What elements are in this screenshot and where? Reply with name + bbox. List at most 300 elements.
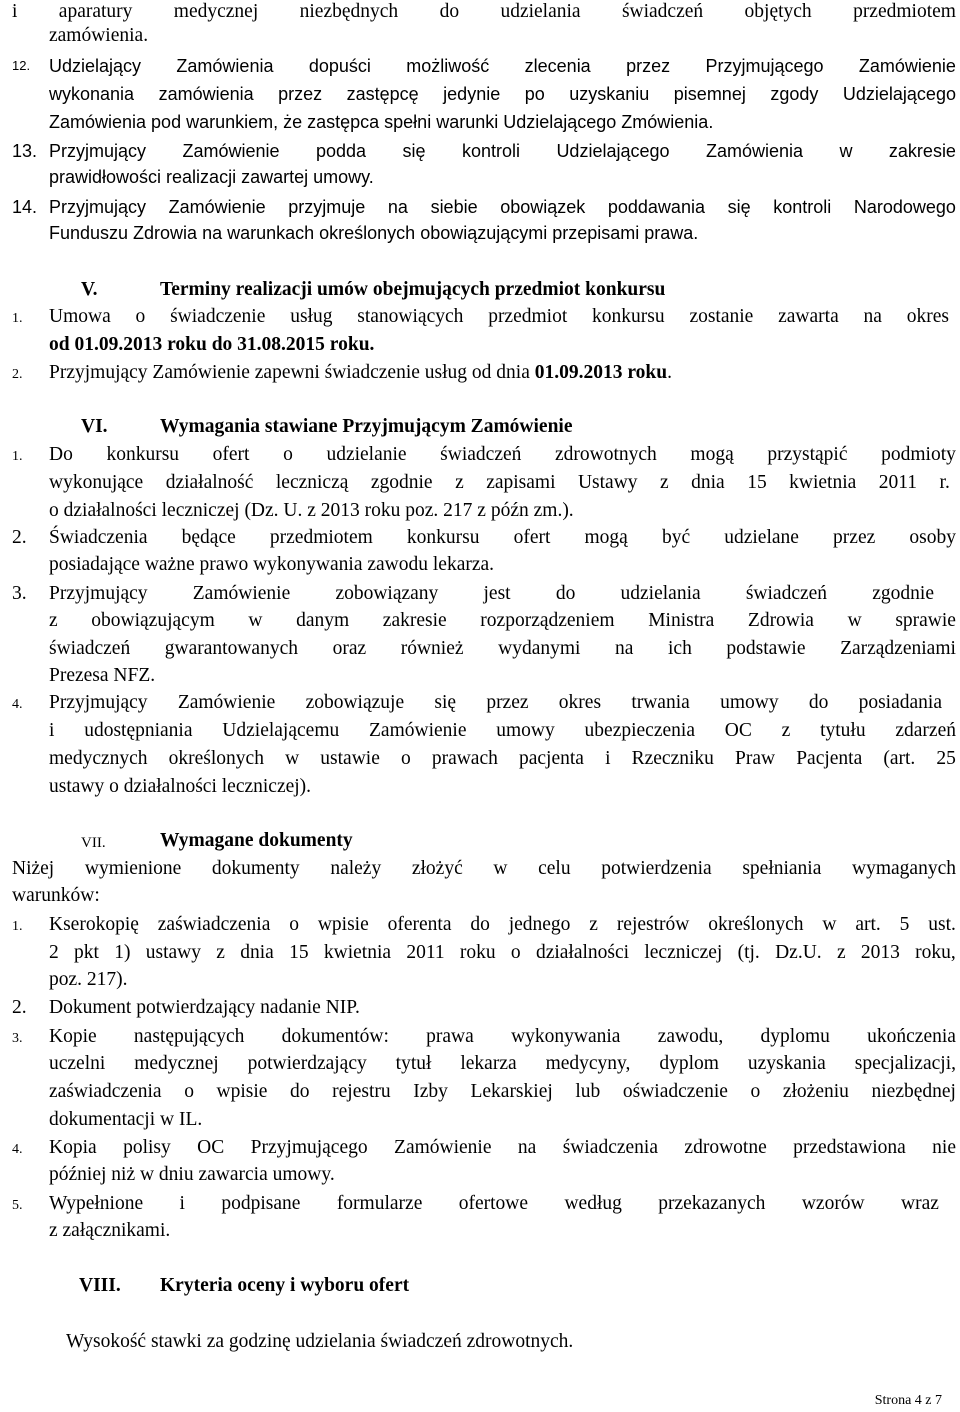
word: konkursu [106, 444, 180, 465]
word: wykonujące [49, 472, 144, 493]
word: złożeniu [782, 1081, 849, 1102]
word: zgody [770, 84, 819, 104]
text-line: Zamówienia pod warunkiem, że zastępca spełni warunki Udzielającego Zmówienia. [49, 112, 714, 132]
word: i [49, 720, 55, 741]
word: działalności [535, 942, 630, 963]
word: 25 [936, 748, 956, 769]
word: Umowa [49, 306, 111, 327]
list-number: 2. [12, 527, 27, 548]
word: zgodnie [872, 583, 934, 604]
word: ustawie [320, 748, 380, 769]
word: 2013 [860, 942, 900, 963]
word: umowy [496, 720, 555, 741]
word: dyplom [659, 1053, 719, 1074]
word: Lekarskiej [470, 1081, 553, 1102]
word: przekazanych [658, 1193, 766, 1214]
word: podmioty [881, 444, 956, 465]
word: roku, [915, 942, 956, 963]
word: rozporządzeniem [480, 610, 615, 631]
word: podda [315, 141, 367, 161]
word: podpisane [221, 1193, 301, 1214]
word: następujących [133, 1026, 245, 1047]
word: przedmiotem [853, 1, 956, 22]
section-number: V. [81, 279, 98, 300]
list-number: 12. [12, 58, 31, 73]
word: Udzielającego [842, 84, 956, 104]
word: Przyjmującego [250, 1137, 368, 1158]
word: Udzielającemu [222, 720, 340, 741]
word: wymienione [84, 858, 182, 879]
word: rejestrów [616, 914, 690, 935]
word: udzielania [620, 583, 701, 604]
word: nie [932, 1137, 956, 1158]
word: Przyjmującego [705, 56, 824, 76]
text-line [49, 635, 956, 663]
word: tytułu [820, 720, 866, 741]
text-line: prawidłowości realizacji zawartej umowy. [49, 167, 374, 187]
word: należy [330, 858, 382, 879]
word: tytuł [395, 1053, 432, 1074]
word: pisemnej [673, 84, 746, 104]
word: mogą [584, 527, 628, 548]
text-line [49, 607, 956, 635]
text-line: posiadające ważne prawo wykonywania zawodu lekarza. [49, 554, 495, 575]
list-number: 2. [12, 367, 23, 382]
word: oferenta [387, 914, 452, 935]
word: się [727, 197, 751, 217]
text-line: ustawy o działalności leczniczej). [49, 776, 312, 797]
word: i [12, 1, 18, 22]
word: zlecenia [524, 56, 591, 76]
word: wraz [901, 1193, 939, 1214]
word: z [589, 914, 598, 935]
word: do [555, 583, 576, 604]
word: działalność [165, 472, 254, 493]
word: niezbędnych [299, 1, 399, 22]
text-line [49, 717, 956, 745]
word: danym [296, 610, 350, 631]
word: uzyskaniu [569, 84, 650, 104]
word: przez [278, 84, 323, 104]
section-number: VIII. [79, 1275, 121, 1296]
word: świadczenia [562, 1137, 659, 1158]
word: przystąpić [767, 444, 848, 465]
text-line [12, 855, 956, 883]
list-number: 4. [12, 697, 23, 712]
word: przez [626, 56, 671, 76]
word: wpisie [317, 914, 369, 935]
list-number: 2. [12, 997, 27, 1018]
word: z [836, 942, 846, 963]
word: dokumentów: [281, 1026, 389, 1047]
word: 2 [49, 942, 59, 963]
word: Przyjmujący [49, 583, 148, 604]
word: wydanymi [498, 638, 581, 659]
text-line [49, 745, 956, 773]
word: Świadczenia [49, 527, 148, 548]
list-number: 4. [12, 1142, 23, 1157]
word: na [517, 1137, 537, 1158]
word: Zamówienie [182, 141, 280, 161]
word: Kserokopię [49, 914, 139, 935]
text-line [49, 1023, 956, 1051]
word: do [439, 1, 460, 22]
word: zdrowotne [684, 1137, 767, 1158]
word: oświadczenie [622, 1081, 728, 1102]
word: Przyjmujący [49, 692, 148, 713]
word: konkursu [592, 306, 665, 327]
word: 5 [899, 914, 910, 935]
word: Izby [413, 1081, 448, 1102]
word: przyjmuje [288, 197, 366, 217]
word: ust. [928, 914, 956, 935]
word: zakresie [888, 141, 956, 161]
word: według [564, 1193, 622, 1214]
word: mogą [690, 444, 734, 465]
word: Zamówienie [369, 720, 467, 741]
word: ofertowe [458, 1193, 529, 1214]
word: zaświadczenia [49, 1081, 162, 1102]
word: jedynie [443, 84, 501, 104]
word: lub [575, 1081, 601, 1102]
list-number: 3. [12, 583, 27, 604]
word: ukończenia [867, 1026, 956, 1047]
word: przez [833, 527, 876, 548]
word: OC [197, 1137, 225, 1158]
word: wpisie [216, 1081, 268, 1102]
word: trwania [631, 692, 690, 713]
word: przez [486, 692, 529, 713]
word: sprawie [895, 610, 956, 631]
word: Ustawy [577, 472, 638, 493]
text-line [49, 911, 956, 939]
word: Udzielającego [556, 141, 670, 161]
word: aparatury [58, 1, 133, 22]
section-heading: Terminy realizacji umów obejmujących przedmiot konkursu [160, 279, 666, 300]
word: wzorów [801, 1193, 865, 1214]
word: wykonywania [511, 1026, 621, 1047]
word: wykonania [49, 84, 135, 104]
word: do [290, 1081, 310, 1102]
word: Kopie [49, 1026, 97, 1047]
word: kwietnia [323, 942, 392, 963]
text-line: dokumentacji w IL. [49, 1109, 203, 1130]
text-segment: . [667, 362, 672, 383]
word: określonych [168, 748, 264, 769]
word: Zamówienie [858, 56, 956, 76]
word: po [524, 84, 545, 104]
word: (tj. [737, 942, 760, 963]
word: ofert [513, 527, 551, 548]
word: w [822, 914, 837, 935]
word: spełniania [742, 858, 822, 879]
word: o [184, 1081, 194, 1102]
word: z [660, 472, 669, 493]
list-number: 13. [12, 141, 38, 161]
word: Do [49, 444, 73, 465]
word: zgodnie [370, 472, 433, 493]
word: medycznej [173, 1, 259, 22]
word: świadczenie [170, 306, 266, 327]
word: z [49, 610, 58, 631]
word: w [847, 610, 862, 631]
word: i [605, 748, 611, 769]
word: zaświadczenia [157, 914, 271, 935]
text-line [49, 441, 956, 469]
word: udzielanie [326, 444, 407, 465]
text-line: zamówienia. [49, 25, 149, 46]
word: poddawania [607, 197, 705, 217]
word: roku [459, 942, 496, 963]
word: osoby [909, 527, 956, 548]
word: pacjenta [518, 748, 584, 769]
word: Praw [735, 748, 776, 769]
word: świadczeń [621, 1, 704, 22]
text-line [49, 580, 934, 608]
page-number: Strona 4 z 7 [874, 1393, 942, 1408]
word: Zamówienie [168, 197, 266, 217]
word: Wypełnione [49, 1193, 144, 1214]
word: zakresie [382, 610, 447, 631]
word: zamówienia [158, 84, 254, 104]
list-number: 1. [12, 449, 23, 464]
word: z [455, 472, 464, 493]
word: Zdrowia [747, 610, 814, 631]
word: zapisami [486, 472, 556, 493]
text-line [49, 359, 672, 387]
word: o [510, 942, 521, 963]
word: zawodu, [657, 1026, 724, 1047]
word: zobowiązany [335, 583, 439, 604]
word: przedmiot [488, 306, 568, 327]
word: r. [939, 472, 950, 493]
list-number: 5. [12, 1198, 23, 1213]
list-number: 1. [12, 919, 23, 934]
text-line [12, 0, 956, 26]
word: przedstawiona [793, 1137, 906, 1158]
word: prawa [426, 1026, 474, 1047]
word: specjalizacji, [854, 1053, 956, 1074]
text-line: od 01.09.2013 roku do 31.08.2015 roku. [49, 334, 375, 355]
word: 2011 [878, 472, 918, 493]
section-number: VI. [81, 416, 108, 437]
word: 2011 [406, 942, 445, 963]
word: Zamówienie [394, 1137, 492, 1158]
word: Pacjenta [796, 748, 863, 769]
word: oraz [332, 638, 367, 659]
list-number: 3. [12, 1031, 23, 1046]
list-number: 1. [12, 311, 23, 326]
word: również [400, 638, 464, 659]
word: 1) [114, 942, 131, 963]
word: Ministra [648, 610, 715, 631]
word: ofert [212, 444, 250, 465]
word: niezbędnej [871, 1081, 956, 1102]
section-heading: Wymagania stawiane Przyjmującym Zamówienie [160, 416, 573, 437]
word: celu [538, 858, 571, 879]
word: art. [855, 914, 881, 935]
word: na [387, 197, 408, 217]
word: dnia [691, 472, 725, 493]
word: ustawy [145, 942, 202, 963]
word: kontroli [461, 141, 520, 161]
word: udzielania [500, 1, 581, 22]
word: udostępniania [84, 720, 193, 741]
word: OC [724, 720, 752, 741]
word: w [285, 748, 300, 769]
word: przedmiotem [269, 527, 373, 548]
word: (art. [883, 748, 916, 769]
text-line [49, 52, 956, 80]
word: lekarza [460, 1053, 517, 1074]
word: o [750, 1081, 761, 1102]
word: będące [181, 527, 236, 548]
word: udzielane [724, 527, 799, 548]
text-line: o działalności leczniczej (Dz. U. z 2013 roku poz. 217 z późn zm.). [49, 500, 574, 521]
word: medycznych [49, 748, 148, 769]
word: świadczeń [440, 444, 522, 465]
word: zobowiązuje [305, 692, 405, 713]
text-line [49, 1050, 956, 1078]
word: stanowiących [357, 306, 464, 327]
word: dokumenty [211, 858, 300, 879]
word: siebie [430, 197, 478, 217]
text-line: Prezesa NFZ. [49, 665, 156, 686]
text-line [49, 137, 956, 165]
word: określonych [708, 914, 804, 935]
word: wymaganych [852, 858, 956, 879]
word: dnia [240, 942, 274, 963]
word: medycznej [134, 1053, 219, 1074]
word: Rzeczniku [631, 748, 714, 769]
word: leczniczą [275, 472, 349, 493]
text-line [49, 524, 956, 552]
word: Narodowego [853, 197, 956, 217]
word: Zamówienie [192, 583, 291, 604]
word: zdrowotnych [555, 444, 657, 465]
word: Dz.U. [775, 942, 822, 963]
word: o [400, 748, 411, 769]
word: na [863, 306, 882, 327]
word: do [470, 914, 490, 935]
section-heading: Kryteria oceny i wyboru ofert [160, 1275, 410, 1296]
word: prawach [431, 748, 498, 769]
word: o [283, 444, 293, 465]
text-line [49, 303, 949, 331]
text-line [49, 1078, 956, 1106]
word: okres [906, 306, 949, 327]
word: potwierdzający [247, 1053, 367, 1074]
word: Przyjmujący [49, 197, 147, 217]
word: świadczeń [745, 583, 828, 604]
section-heading: Wymagane dokumenty [160, 830, 353, 851]
word: ubezpieczenia [584, 720, 695, 741]
date-value: 01.09.2013 roku [534, 362, 668, 383]
text-line: z załącznikami. [49, 1220, 171, 1241]
word: być [661, 527, 691, 548]
list-number: 14. [12, 197, 38, 217]
word: objętych [744, 1, 812, 22]
word: konkursu [406, 527, 480, 548]
word: pkt [74, 942, 99, 963]
word: rejestru [332, 1081, 391, 1102]
text-line: Dokument potwierdzający nadanie NIP. [49, 997, 360, 1018]
word: Udzielający [49, 56, 142, 76]
word: formularze [336, 1193, 423, 1214]
word: Zamówienia [705, 141, 804, 161]
word: 15 [289, 942, 309, 963]
word: zostanie [689, 306, 754, 327]
word: polisy [123, 1137, 171, 1158]
word: w [493, 858, 508, 879]
text-line [49, 193, 956, 221]
word: świadczeń [49, 638, 131, 659]
text-line: warunków: [12, 885, 100, 906]
word: możliwość [406, 56, 490, 76]
text-line: Wysokość stawki za godzinę udzielania świadczeń zdrowotnych. [66, 1331, 574, 1352]
text-line: poz. 217). [49, 969, 128, 990]
word: jednego [508, 914, 571, 935]
word: uzyskania [747, 1053, 826, 1074]
word: Zamówienie [177, 692, 276, 713]
word: Kopia [49, 1137, 97, 1158]
word: na [615, 638, 634, 659]
word: się [402, 141, 426, 161]
word: o [135, 306, 146, 327]
text-line [49, 1134, 956, 1162]
word: obowiązującym [91, 610, 215, 631]
word: złożyć [411, 858, 463, 879]
section-number: VII. [81, 835, 106, 851]
text-line [49, 689, 942, 717]
word: Zamówienia [176, 56, 274, 76]
word: i [179, 1193, 185, 1214]
word: podstawie [726, 638, 806, 659]
word: ich [668, 638, 692, 659]
word: jest [483, 583, 511, 604]
word: zastępcę [346, 84, 419, 104]
word: się [434, 692, 457, 713]
text-line [49, 469, 950, 497]
word: z [781, 720, 791, 741]
word: kwietnia [789, 472, 857, 493]
word: okres [558, 692, 602, 713]
word: uczelni [49, 1053, 106, 1074]
text-line [49, 80, 956, 108]
word: umowy [720, 692, 779, 713]
word: kontroli [773, 197, 832, 217]
text-line [49, 1190, 939, 1218]
word: zawarta [778, 306, 839, 327]
word: Zarządzeniami [840, 638, 956, 659]
text-line: później niż w dniu zawarcia umowy. [49, 1164, 335, 1185]
word: zdarzeń [895, 720, 956, 741]
word: Przyjmujący [49, 141, 147, 161]
word: w [248, 610, 263, 631]
word: 15 [747, 472, 767, 493]
word: dopuści [308, 56, 371, 76]
word: do [808, 692, 829, 713]
word: posiadania [858, 692, 942, 713]
word: dyplomu [760, 1026, 830, 1047]
text-line: Funduszu Zdrowia na warunkach określonych obowiązującymi przepisami prawa. [49, 223, 699, 243]
word: medycyny, [545, 1053, 631, 1074]
text-segment: Przyjmujący Zamówienie zapewni świadczenie usług od dnia [49, 362, 535, 383]
word: obowiązek [500, 197, 586, 217]
word: potwierdzenia [601, 858, 712, 879]
word: w [839, 141, 853, 161]
word: gwarantowanych [164, 638, 298, 659]
